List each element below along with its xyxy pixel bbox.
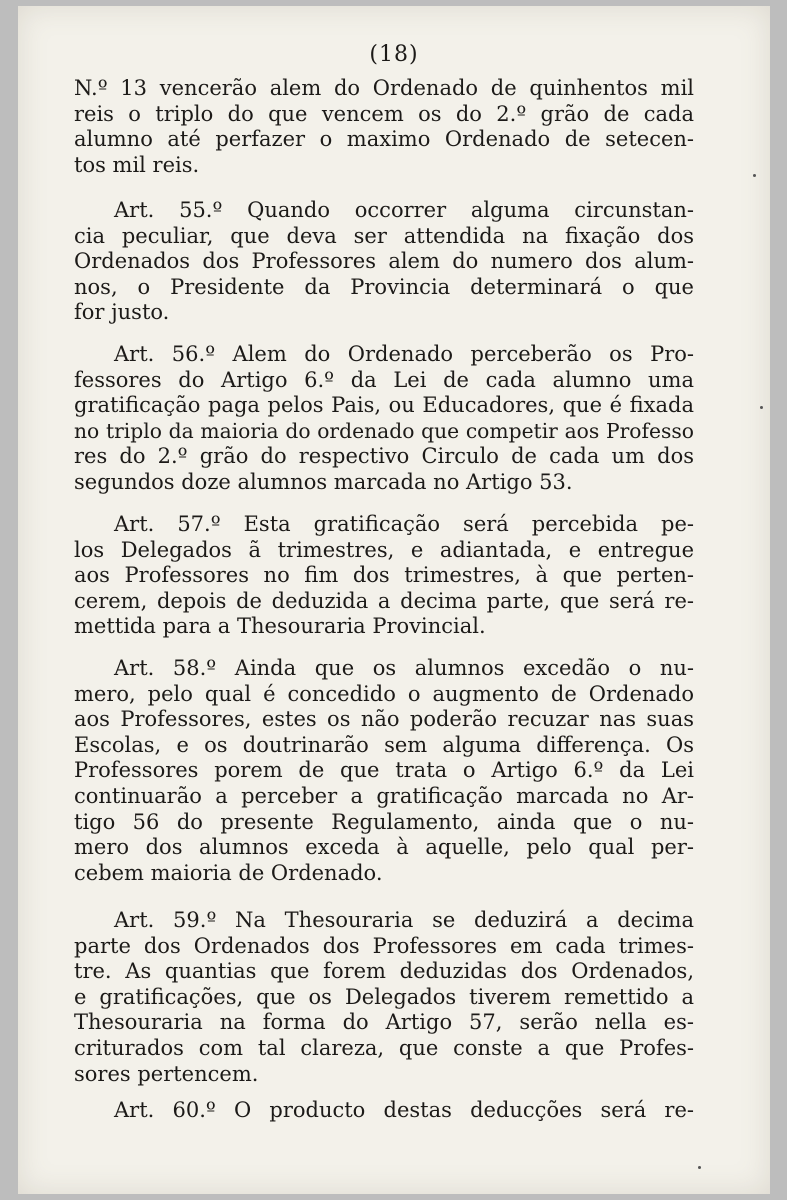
text-line: Art. 55.º Quando occorrer alguma circunstan- <box>114 198 694 222</box>
text-line: cebem maioria de Ordenado. <box>74 860 383 885</box>
text-line: Art. 57.º Esta gratificação será percebida pe- <box>114 512 694 536</box>
text-line: e gratificações, que os Delegados tiverem remettido a <box>74 984 694 1009</box>
text-line: no triplo da maioria do ordenado que competir aos Professo <box>74 418 694 443</box>
page-number: (18) <box>369 42 419 67</box>
article-60 <box>74 1098 694 1124</box>
article-55 <box>74 198 694 326</box>
text-line: Art. 58.º Ainda que os alumnos excedão o nu- <box>114 656 694 680</box>
text-line: Ordenados dos Professores alem do numero dos alum- <box>74 249 694 274</box>
text-line: Art. 60.º O producto destas deducções será re- <box>114 1098 694 1122</box>
article-59 <box>74 908 694 1087</box>
text-line: Art. 59.º Na Thesouraria se deduzirá a decima <box>114 908 694 932</box>
text-line: Escolas, e os doutrinarão sem alguma differença. Os <box>74 732 694 757</box>
text-line: sores pertencem. <box>74 1061 259 1086</box>
paper-speck <box>760 406 763 409</box>
text-line: nos, o Presidente da Provincia determinará o que <box>74 274 694 299</box>
text-line: Art. 56.º Alem do Ordenado perceberão os Pro- <box>114 342 694 366</box>
text-line: res do 2.º grão do respectivo Circulo de cada um dos <box>74 444 694 469</box>
text-line: tos mil reis. <box>74 152 200 177</box>
text-line: tre. As quantias que forem deduzidas dos Ordenados, <box>74 959 694 984</box>
text-line: cia peculiar, que deva ser attendida na fixação dos <box>74 223 694 248</box>
text-line: alumno até perfazer o maximo Ordenado de setecen- <box>74 127 694 152</box>
text-line: mero dos alumnos exceda à aquelle, pelo qual per- <box>74 835 694 860</box>
text-line: reis o triplo do que vencem os do 2.º grão de cada <box>74 101 694 126</box>
text-line: Professores porem de que trata o Artigo 6.º da Lei <box>74 758 694 783</box>
text-line: tigo 56 do presente Regulamento, ainda que o nu- <box>74 809 694 834</box>
document-page <box>18 6 770 1194</box>
text-line: criturados com tal clareza, que conste a que Profes- <box>74 1035 694 1060</box>
text-line: aos Professores, estes os não poderão recuzar nas suas <box>74 707 694 732</box>
text-line: aos Professores no fim dos trimestres, à que perten- <box>74 563 694 588</box>
article-57 <box>74 512 694 640</box>
article-56 <box>74 342 694 496</box>
text-line: Thesouraria na forma do Artigo 57, serão nella es- <box>74 1010 694 1035</box>
text-line: mettida para a Thesouraria Provincial. <box>74 614 486 639</box>
text-line: fessores do Artigo 6.º da Lei de cada alumno uma <box>74 367 694 392</box>
text-line: mero, pelo qual é concedido o augmento de Ordenado <box>74 681 694 706</box>
text-line: parte dos Ordenados dos Professores em cada trimes- <box>74 933 694 958</box>
text-line: cerem, depois de deduzida a decima parte, que será re- <box>74 588 694 613</box>
paragraph-continuation <box>74 76 694 178</box>
article-58 <box>74 656 694 886</box>
paper-speck <box>753 174 756 177</box>
paper-speck <box>698 1166 701 1169</box>
text-line: for justo. <box>74 300 170 325</box>
text-line: segundos doze alumnos marcada no Artigo 53. <box>74 469 573 494</box>
text-line: gratificação paga pelos Pais, ou Educadores, que é fixada <box>74 393 694 418</box>
text-line: los Delegados ã trimestres, e adiantada, e entregue <box>74 537 694 562</box>
text-line: continuarão a perceber a gratificação marcada no Ar- <box>74 783 694 808</box>
text-line: N.º 13 vencerão alem do Ordenado de quinhentos mil <box>74 76 694 100</box>
